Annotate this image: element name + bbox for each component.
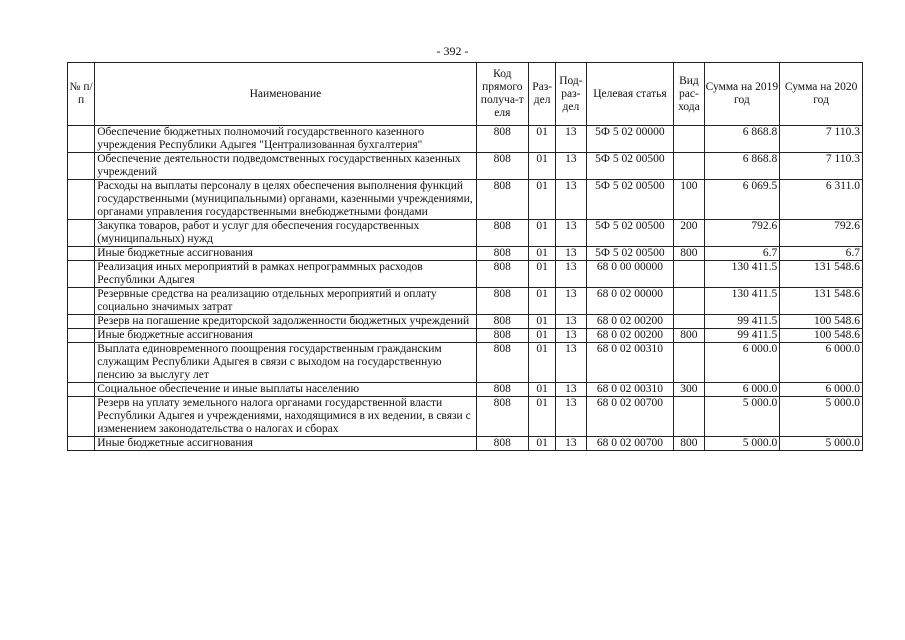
row-name: Иные бюджетные ассигнования <box>95 329 476 343</box>
row-num <box>68 288 95 315</box>
header-expense-type: Вид рас- хода <box>674 63 704 126</box>
row-expense-type: 800 <box>674 247 704 261</box>
row-name: Резерв на уплату земельного налога органами государственной власти Республики Адыгея и учреждениями, находящимися в их ведении, в связи с изменением законодательства о налогах и сборах <box>95 397 476 437</box>
row-name: Социальное обеспечение и иные выплаты населению <box>95 383 476 397</box>
row-name: Закупка товаров, работ и услуг для обеспечения государственных (муниципальных) нужд <box>95 220 476 247</box>
row-article: 68 0 02 00200 <box>586 329 674 343</box>
row-article: 5Ф 5 02 00500 <box>586 247 674 261</box>
row-sum-2020: 792.6 <box>780 220 863 247</box>
row-subsection: 13 <box>556 397 586 437</box>
row-code: 808 <box>476 343 528 383</box>
row-num <box>68 329 95 343</box>
row-code: 808 <box>476 383 528 397</box>
row-section: 01 <box>529 343 556 383</box>
row-article: 68 0 02 00000 <box>586 288 674 315</box>
row-expense-type <box>674 288 704 315</box>
row-code: 808 <box>476 288 528 315</box>
row-sum-2019: 6 069.5 <box>704 180 780 220</box>
row-sum-2019: 792.6 <box>704 220 780 247</box>
row-article: 5Ф 5 02 00000 <box>586 126 674 153</box>
table-row <box>68 383 863 397</box>
row-expense-type <box>674 315 704 329</box>
table-row <box>68 247 863 261</box>
row-subsection: 13 <box>556 126 586 153</box>
row-sum-2020: 6 000.0 <box>780 343 863 383</box>
header-code: Код прямого получа-т еля <box>476 63 528 126</box>
row-expense-type <box>674 261 704 288</box>
row-article: 5Ф 5 02 00500 <box>586 153 674 180</box>
row-num <box>68 261 95 288</box>
table-row <box>68 288 863 315</box>
row-num <box>68 180 95 220</box>
row-num <box>68 315 95 329</box>
table-row <box>68 397 863 437</box>
row-code: 808 <box>476 220 528 247</box>
row-name: Обеспечение деятельности подведомственных государственных казенных учреждений <box>95 153 476 180</box>
row-sum-2019: 5 000.0 <box>704 397 780 437</box>
table-row <box>68 126 863 153</box>
row-sum-2020: 131 548.6 <box>780 288 863 315</box>
row-sum-2019: 6 000.0 <box>704 343 780 383</box>
row-name: Обеспечение бюджетных полномочий государственного казенного учреждения Республики Адыгея "Централизованная бухгалтерия" <box>95 126 476 153</box>
budget-table <box>67 62 863 451</box>
table-row <box>68 343 863 383</box>
row-code: 808 <box>476 126 528 153</box>
row-name: Резервные средства на реализацию отдельных мероприятий и оплату социально значимых затрат <box>95 288 476 315</box>
row-subsection: 13 <box>556 288 586 315</box>
row-sum-2019: 6 868.8 <box>704 153 780 180</box>
row-name: Реализация иных мероприятий в рамках непрограммных расходов Республики Адыгея <box>95 261 476 288</box>
row-article: 68 0 02 00700 <box>586 437 674 451</box>
row-sum-2019: 130 411.5 <box>704 261 780 288</box>
row-sum-2020: 6.7 <box>780 247 863 261</box>
header-row <box>68 63 863 126</box>
row-num <box>68 437 95 451</box>
row-subsection: 13 <box>556 329 586 343</box>
row-subsection: 13 <box>556 437 586 451</box>
header-name: Наименование <box>95 63 476 126</box>
row-article: 68 0 02 00200 <box>586 315 674 329</box>
row-code: 808 <box>476 261 528 288</box>
row-sum-2020: 6 311.0 <box>780 180 863 220</box>
row-expense-type <box>674 397 704 437</box>
row-sum-2020: 7 110.3 <box>780 153 863 180</box>
table-row <box>68 261 863 288</box>
row-expense-type: 800 <box>674 437 704 451</box>
row-subsection: 13 <box>556 220 586 247</box>
table-row <box>68 329 863 343</box>
row-sum-2020: 6 000.0 <box>780 383 863 397</box>
row-article: 68 0 00 00000 <box>586 261 674 288</box>
row-num <box>68 397 95 437</box>
row-subsection: 13 <box>556 261 586 288</box>
row-expense-type <box>674 126 704 153</box>
table-row <box>68 315 863 329</box>
row-subsection: 13 <box>556 180 586 220</box>
row-sum-2019: 5 000.0 <box>704 437 780 451</box>
row-section: 01 <box>529 383 556 397</box>
table-row <box>68 180 863 220</box>
row-section: 01 <box>529 247 556 261</box>
row-code: 808 <box>476 153 528 180</box>
row-num <box>68 383 95 397</box>
row-name: Иные бюджетные ассигнования <box>95 247 476 261</box>
header-sum-2019: Сумма на 2019 год <box>704 63 780 126</box>
row-section: 01 <box>529 180 556 220</box>
row-subsection: 13 <box>556 247 586 261</box>
row-section: 01 <box>529 153 556 180</box>
row-sum-2019: 99 411.5 <box>704 315 780 329</box>
row-expense-type: 800 <box>674 329 704 343</box>
row-code: 808 <box>476 329 528 343</box>
row-section: 01 <box>529 315 556 329</box>
row-code: 808 <box>476 437 528 451</box>
row-subsection: 13 <box>556 315 586 329</box>
table-row <box>68 153 863 180</box>
header-subsection: Под- раз- дел <box>556 63 586 126</box>
row-code: 808 <box>476 180 528 220</box>
row-code: 808 <box>476 315 528 329</box>
row-sum-2020: 7 110.3 <box>780 126 863 153</box>
row-expense-type: 200 <box>674 220 704 247</box>
header-num: № п/п <box>68 63 95 126</box>
row-name: Выплата единовременного поощрения государственным гражданским служащим Республики Адыгея в связи с выходом на государственную пенсию за выслугу лет <box>95 343 476 383</box>
row-num <box>68 153 95 180</box>
row-subsection: 13 <box>556 383 586 397</box>
row-article: 68 0 02 00310 <box>586 383 674 397</box>
row-section: 01 <box>529 329 556 343</box>
row-code: 808 <box>476 397 528 437</box>
row-num <box>68 343 95 383</box>
row-num <box>68 126 95 153</box>
row-code: 808 <box>476 247 528 261</box>
row-sum-2020: 100 548.6 <box>780 329 863 343</box>
row-expense-type <box>674 153 704 180</box>
row-section: 01 <box>529 288 556 315</box>
row-name: Иные бюджетные ассигнования <box>95 437 476 451</box>
row-section: 01 <box>529 261 556 288</box>
table-row <box>68 437 863 451</box>
row-sum-2019: 99 411.5 <box>704 329 780 343</box>
header-article: Целевая статья <box>586 63 674 126</box>
row-sum-2020: 5 000.0 <box>780 437 863 451</box>
row-expense-type: 100 <box>674 180 704 220</box>
row-section: 01 <box>529 437 556 451</box>
row-num <box>68 220 95 247</box>
row-expense-type <box>674 343 704 383</box>
header-section: Раз- дел <box>529 63 556 126</box>
row-sum-2020: 5 000.0 <box>780 397 863 437</box>
row-name: Резерв на погашение кредиторской задолженности бюджетных учреждений <box>95 315 476 329</box>
row-sum-2019: 6 868.8 <box>704 126 780 153</box>
row-section: 01 <box>529 126 556 153</box>
row-expense-type: 300 <box>674 383 704 397</box>
header-sum-2020: Сумма на 2020 год <box>780 63 863 126</box>
row-sum-2020: 100 548.6 <box>780 315 863 329</box>
row-section: 01 <box>529 220 556 247</box>
row-subsection: 13 <box>556 343 586 383</box>
row-article: 68 0 02 00700 <box>586 397 674 437</box>
row-name: Расходы на выплаты персоналу в целях обеспечения выполнения функций государственными (муниципальными) органами, казенными учреждениями, органами управления государственными внебюджетными фондами <box>95 180 476 220</box>
row-article: 5Ф 5 02 00500 <box>586 180 674 220</box>
row-sum-2019: 6.7 <box>704 247 780 261</box>
row-sum-2019: 6 000.0 <box>704 383 780 397</box>
row-sum-2019: 130 411.5 <box>704 288 780 315</box>
row-num <box>68 247 95 261</box>
row-section: 01 <box>529 397 556 437</box>
table-row <box>68 220 863 247</box>
row-article: 68 0 02 00310 <box>586 343 674 383</box>
row-sum-2020: 131 548.6 <box>780 261 863 288</box>
row-article: 5Ф 5 02 00500 <box>586 220 674 247</box>
row-subsection: 13 <box>556 153 586 180</box>
page-number: - 392 - <box>436 44 469 58</box>
